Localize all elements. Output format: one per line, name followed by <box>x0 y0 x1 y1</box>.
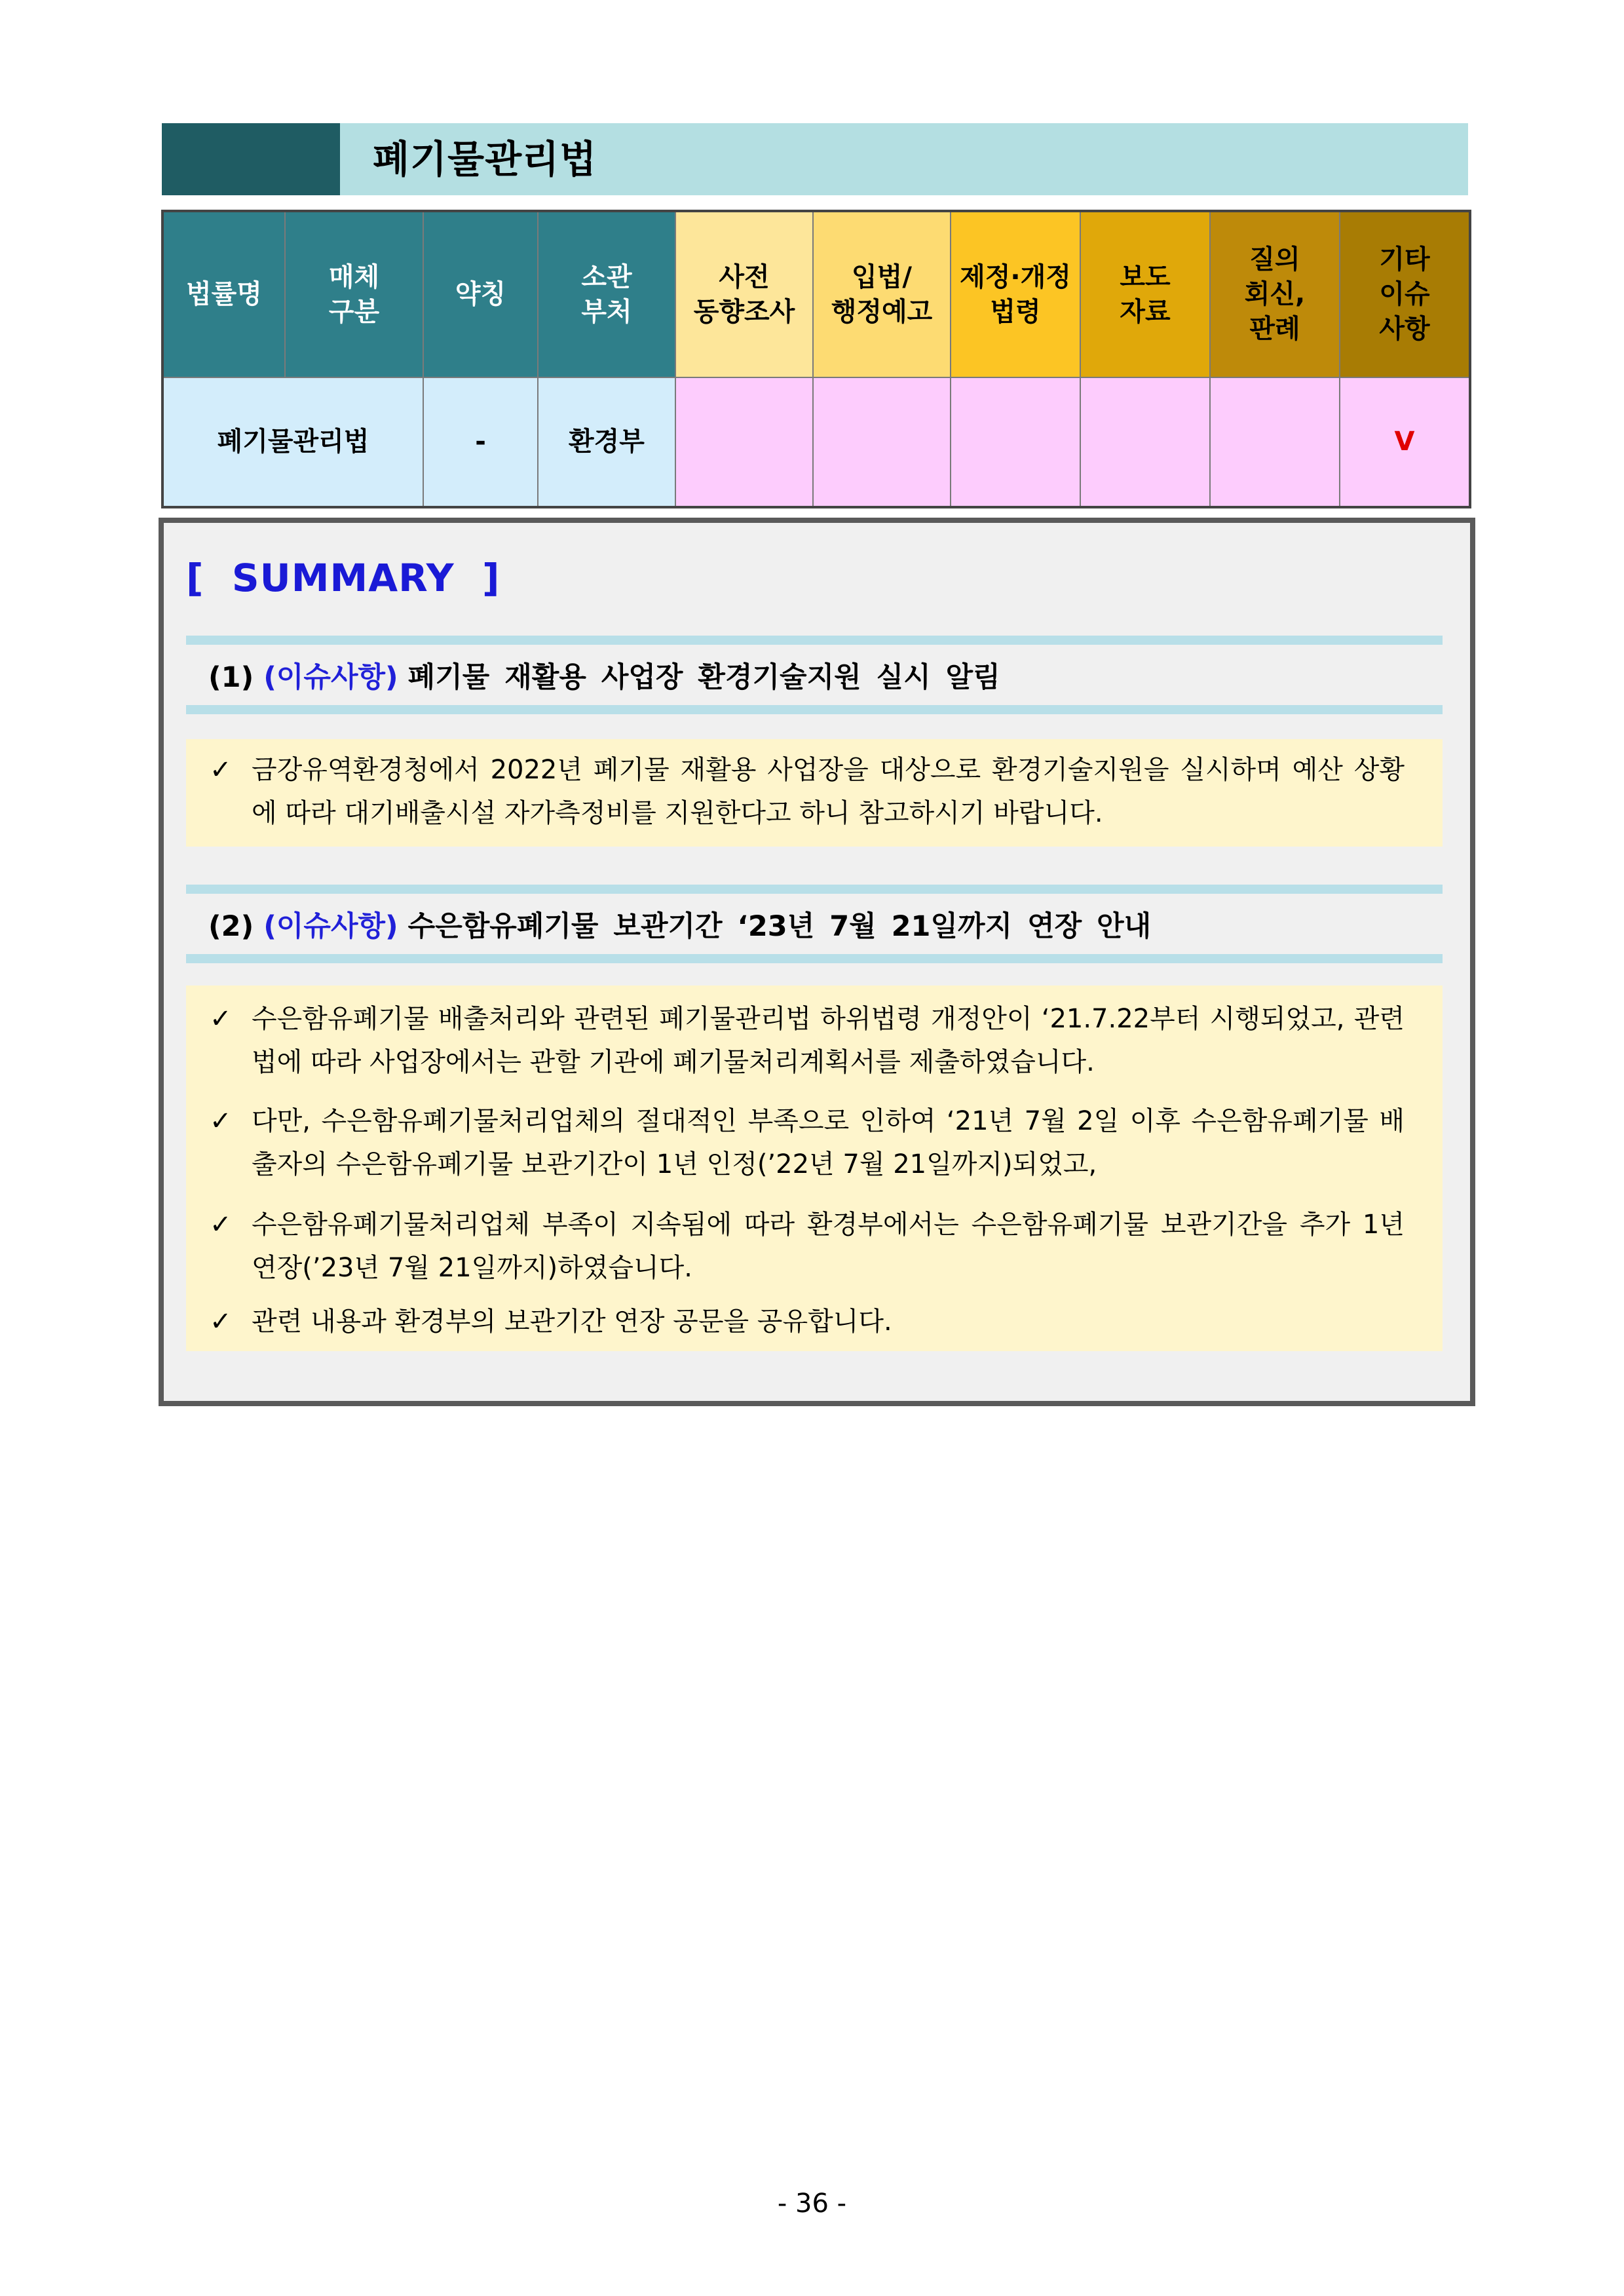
issue-title-text: 수은함유폐기물 보관기간 ‘23년 7월 21일까지 연장 안내 <box>407 910 1152 943</box>
checkmark-icon: ✓ <box>210 1106 232 1136</box>
page-title: 폐기물관리법 <box>373 137 597 182</box>
bullet-text: 수은함유폐기물 배출처리와 관련된 폐기물관리법 하위법령 개정안이 ‘21.7.22부터 시행되었고, 관련법에 따라 사업장에서는 관할 기관에 폐기물처리계획서를 제출하였습니다. <box>252 1004 1405 1077</box>
cell-enactment-amendment <box>951 377 1080 507</box>
cell-inquiry-precedent <box>1210 377 1340 507</box>
cell-law-name: 폐기물관리법 <box>162 377 423 507</box>
bullet-text: 금강유역환경청에서 2022년 폐기물 재활용 사업장을 대상으로 환경기술지원을 실시하며 예산 상황에 따라 대기배출시설 자가측정비를 지원한다고 하니 참고하시기 바랍니다. <box>252 755 1405 828</box>
issue-1-details <box>186 739 1443 847</box>
divider-rule <box>186 954 1443 963</box>
header-label: 질의 회신, 판례 <box>1244 244 1306 344</box>
header-cell-law-name <box>162 211 285 377</box>
cell-other-issues: V <box>1340 377 1470 507</box>
issue-2-title <box>208 904 1151 944</box>
header-cell-ministry <box>538 211 675 377</box>
table-row <box>162 377 1470 507</box>
issue-1-title <box>208 655 1000 695</box>
divider-rule <box>186 636 1443 645</box>
bullet-text: 관련 내용과 환경부의 보관기간 연장 공문을 공유합니다. <box>252 1307 892 1337</box>
cell-legislative-notice <box>813 377 951 507</box>
issue-number: (1) <box>208 661 254 694</box>
header-cell-enactment-amendment <box>951 211 1080 377</box>
header-label: 매체 구분 <box>328 261 380 327</box>
header-label: 약칭 <box>455 279 506 310</box>
header-label: 사전 동향조사 <box>693 261 795 327</box>
issue-tag: (이슈사항) <box>263 661 398 694</box>
table-header-row <box>162 211 1470 377</box>
cell-press-release <box>1080 377 1210 507</box>
issue-title-text: 폐기물 재활용 사업장 환경기술지원 실시 알림 <box>407 661 1000 694</box>
cell-ministry: 환경부 <box>538 377 675 507</box>
header-label: 입법/ 행정예고 <box>831 261 933 327</box>
title-accent-block <box>162 123 340 195</box>
bullet-text: 다만, 수은함유폐기물처리업체의 절대적인 부족으로 인하여 ‘21년 7월 2일 이후 수은함유폐기물 배출자의 수은함유폐기물 보관기간이 1년 인정(’22년 7월 21일까지)되었고, <box>252 1106 1405 1179</box>
checkmark-icon: ✓ <box>210 1210 232 1240</box>
bullet-text: 수은함유폐기물처리업체 부족이 지속됨에 따라 환경부에서는 수은함유폐기물 보관기간을 추가 1년 연장(’23년 7월 21일까지)하였습니다. <box>252 1210 1405 1283</box>
summary-heading: [ SUMMARY ] <box>186 556 500 600</box>
issue-number: (2) <box>208 910 254 943</box>
cell-trend-survey <box>675 377 813 507</box>
divider-rule <box>186 705 1443 714</box>
checkmark-icon: ✓ <box>210 755 232 785</box>
header-cell-trend-survey <box>675 211 813 377</box>
checkmark-icon: ✓ <box>210 1307 232 1337</box>
issue-tag: (이슈사항) <box>263 910 398 943</box>
header-cell-legislative-notice <box>813 211 951 377</box>
checkmark-icon: ✓ <box>210 1004 232 1034</box>
header-label: 보도 자료 <box>1120 261 1171 327</box>
header-cell-media-type <box>285 211 423 377</box>
page-number: - 36 - <box>777 2189 847 2219</box>
header-cell-press-release <box>1080 211 1210 377</box>
header-label: 제정·개정 법령 <box>960 261 1071 327</box>
header-cell-abbreviation <box>423 211 538 377</box>
title-band <box>162 123 1468 195</box>
law-info-table <box>161 210 1471 508</box>
issue-2-details <box>186 985 1443 1351</box>
header-label: 법률명 <box>186 279 262 310</box>
header-cell-inquiry-precedent <box>1210 211 1340 377</box>
header-label: 기타 이슈 사항 <box>1379 244 1430 344</box>
summary-box <box>159 518 1475 1406</box>
divider-rule <box>186 885 1443 894</box>
header-label: 소관 부처 <box>581 261 632 327</box>
header-cell-other-issues <box>1340 211 1470 377</box>
cell-abbreviation: - <box>423 377 538 507</box>
